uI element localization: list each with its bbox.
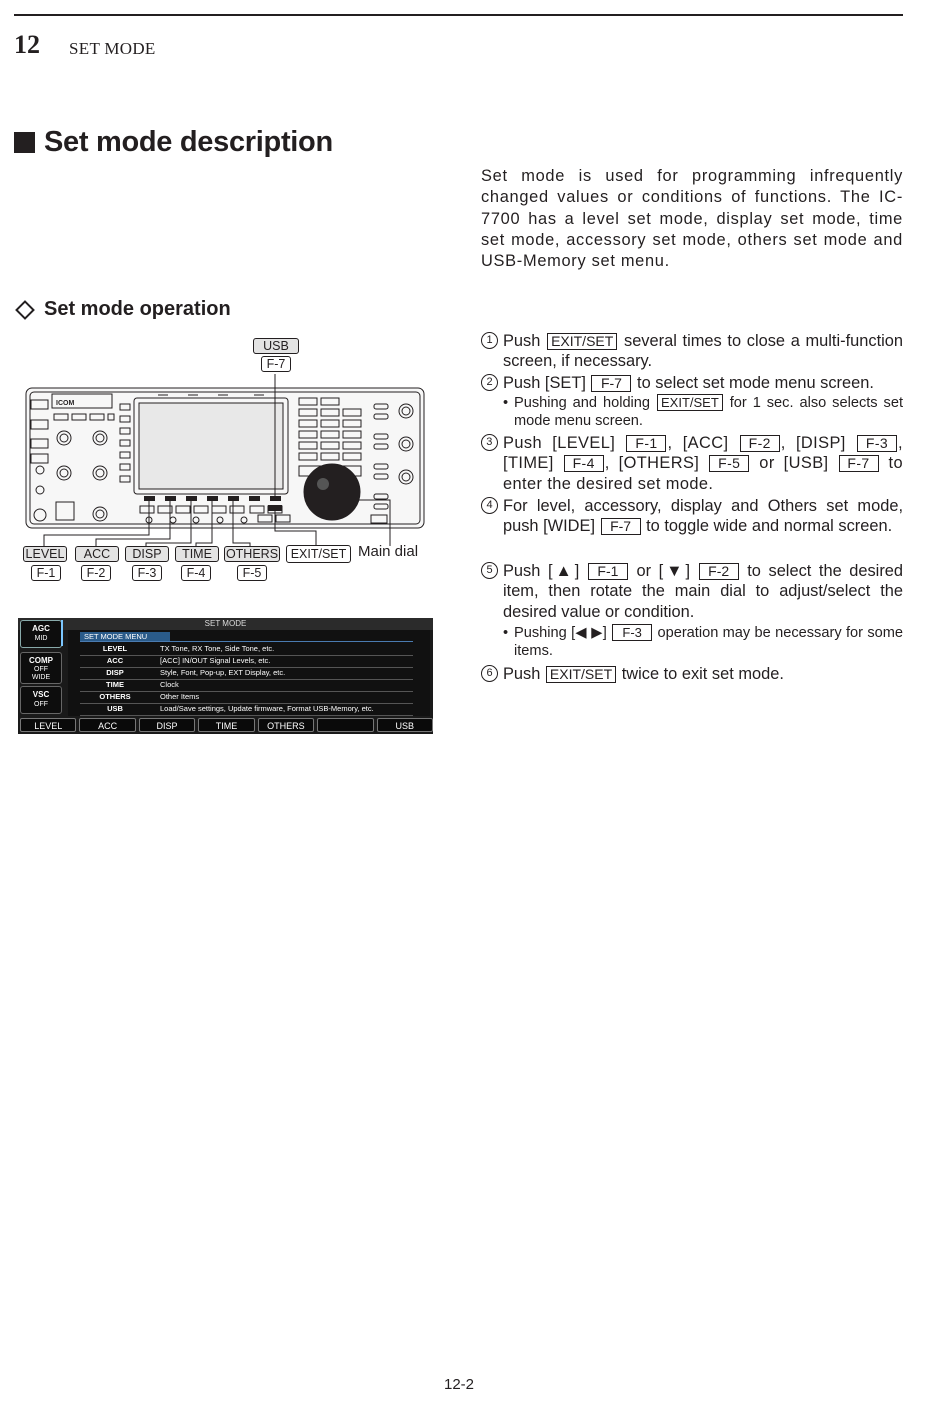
step-number: 6	[481, 665, 498, 682]
f2-key: F-2	[740, 435, 780, 452]
agc-button-bottom: MID	[34, 635, 48, 642]
vsc-button-top: VSC	[32, 690, 50, 699]
f5-key-label: F-5	[237, 565, 267, 581]
menu-item-name: LEVEL	[102, 644, 128, 653]
f7-key: F-7	[591, 375, 631, 392]
f2-key-label: F-2	[81, 565, 111, 581]
screen-function-button: DISP	[139, 718, 195, 732]
f5-key: F-5	[709, 455, 749, 472]
note-text: Pushing and holding	[514, 395, 651, 411]
step-text: to enter the desired set mode.	[503, 454, 903, 493]
f7-key: F-7	[601, 518, 641, 535]
note-text: Pushing [◀ ▶]	[514, 625, 607, 641]
step-text: Push	[503, 665, 541, 683]
step-number: 5	[481, 562, 498, 579]
step-text: to toggle wide and normal screen.	[646, 517, 893, 536]
main-dial-label: Main dial	[358, 543, 419, 560]
screen-function-button: LEVEL	[20, 718, 76, 732]
menu-item-description: [ACC] IN/OUT Signal Levels, etc.	[160, 656, 271, 665]
step-5-note	[503, 624, 903, 660]
step-number: 3	[481, 434, 498, 451]
vsc-button	[20, 686, 62, 714]
menu-item-description: Other Items	[160, 692, 200, 701]
disp-button-label: DISP	[125, 546, 169, 562]
agc-indicator	[61, 620, 63, 646]
step-text: to select the desired item, then rotate the main dial to adjust/select the desired value or condition.	[503, 562, 904, 621]
subsection-heading	[14, 298, 231, 321]
step-text: Push [LEVEL]	[503, 434, 616, 452]
exit-set-label: EXIT/SET	[286, 545, 351, 563]
screen-function-button: TIME	[198, 718, 254, 732]
f3-key: F-3	[612, 624, 652, 641]
note-text: for 1 sec. also selects set mode menu screen.	[514, 395, 903, 429]
time-button-label: TIME	[175, 546, 219, 562]
step-6	[481, 664, 903, 684]
menu-item-name: DISP	[106, 668, 124, 677]
f1-key: F-1	[626, 435, 666, 452]
f7-key: F-7	[839, 455, 879, 472]
menu-row	[80, 703, 413, 716]
intro-paragraph: Set mode is used for programming infrequently changed values or conditions of functions. The IC-7700 has a level set mode, display set mode, time set mode, accessory set mode, others set mode and USB-Memory set menu.	[481, 167, 903, 271]
diamond-bullet-icon	[15, 300, 35, 320]
exit-set-key: EXIT/SET	[657, 394, 723, 411]
step-text: twice to exit set mode.	[621, 665, 784, 683]
vsc-button-bottom: OFF	[34, 701, 48, 708]
f1-key-label: F-1	[31, 565, 61, 581]
step-2	[481, 373, 903, 393]
section-title: Set mode description	[44, 126, 333, 158]
step-text: several times to close a multi-function screen, if necessary.	[503, 332, 903, 371]
screen-function-button: ACC	[79, 718, 135, 732]
step-text: or [▼]	[636, 562, 691, 580]
menu-header-rule	[80, 641, 413, 642]
step-1	[481, 331, 903, 372]
menu-item-description: Load/Save settings, Update firmware, Format USB-Memory, etc.	[160, 704, 374, 713]
screen-title: SET MODE	[18, 618, 433, 630]
menu-item-name: TIME	[106, 680, 124, 689]
step-3	[481, 433, 903, 494]
f4-key: F-4	[564, 455, 604, 472]
step-number: 1	[481, 332, 498, 349]
bottom-button-bar	[20, 718, 433, 732]
step-text: , [ACC]	[667, 434, 729, 452]
bullet: •	[503, 395, 509, 411]
note-text: operation may be necessary for some items.	[514, 625, 904, 659]
exit-set-key: EXIT/SET	[547, 333, 617, 350]
usb-label: USB	[253, 338, 299, 354]
step-5	[481, 561, 903, 622]
bullet: •	[503, 625, 509, 641]
menu-item-description: TX Tone, RX Tone, Side Tone, etc.	[160, 644, 275, 653]
acc-button-label: ACC	[75, 546, 119, 562]
menu-header: SET MODE MENU	[80, 632, 170, 641]
f4-key-label: F-4	[181, 565, 211, 581]
f1-key: F-1	[588, 563, 628, 580]
subsection-title: Set mode operation	[44, 298, 231, 320]
screen-function-button: USB	[377, 718, 433, 732]
section-heading	[14, 126, 333, 159]
menu-item-name: USB	[107, 704, 123, 713]
step-text: , [TIME]	[503, 434, 903, 473]
f2-key: F-2	[699, 563, 739, 580]
step-text: , [DISP]	[780, 434, 846, 452]
menu-area	[68, 630, 430, 716]
header-rule	[14, 14, 903, 16]
page-number: 12-2	[444, 1376, 475, 1393]
step-4	[481, 496, 903, 537]
set-mode-screen	[18, 618, 433, 734]
square-bullet-icon	[14, 132, 35, 153]
chapter-title: SET MODE	[69, 39, 156, 58]
f3-key-label: F-3	[132, 565, 162, 581]
chapter-number: 12	[14, 30, 40, 59]
comp-button	[20, 652, 62, 684]
step-text: Push [SET]	[503, 374, 586, 392]
step-text: to select set mode menu screen.	[637, 374, 874, 392]
step-text: Push [▲]	[503, 562, 580, 580]
agc-button	[20, 620, 62, 648]
menu-item-description: Style, Font, Pop-up, EXT Display, etc.	[160, 668, 286, 677]
others-button-label: OTHERS	[225, 547, 279, 561]
exit-set-key: EXIT/SET	[546, 666, 616, 683]
comp-button-top: COMP	[29, 656, 53, 665]
screen-function-button: OTHERS	[258, 718, 314, 732]
step-text: For level, accessory, display and Others set mode, push [WIDE]	[503, 497, 903, 536]
menu-item-name: ACC	[106, 656, 124, 665]
step-2-note	[503, 394, 903, 430]
f3-key: F-3	[857, 435, 897, 452]
step-number: 2	[481, 374, 498, 391]
menu-item-name: OTHERS	[99, 692, 131, 701]
radio-front-panel-diagram	[18, 334, 458, 588]
level-button-label: LEVEL	[23, 546, 67, 562]
step-number: 4	[481, 497, 498, 514]
step-text: Push	[503, 332, 541, 350]
comp-button-bottom: OFF WIDE	[31, 666, 51, 681]
step-text: or [USB]	[759, 454, 829, 473]
step-text: , [OTHERS]	[604, 454, 700, 473]
menu-item-description: Clock	[160, 680, 179, 689]
icom-logo: ICOM	[56, 400, 75, 407]
agc-button-top: AGC	[32, 624, 50, 633]
screen-function-button	[317, 718, 373, 732]
usb-key-label: F-7	[261, 356, 291, 372]
